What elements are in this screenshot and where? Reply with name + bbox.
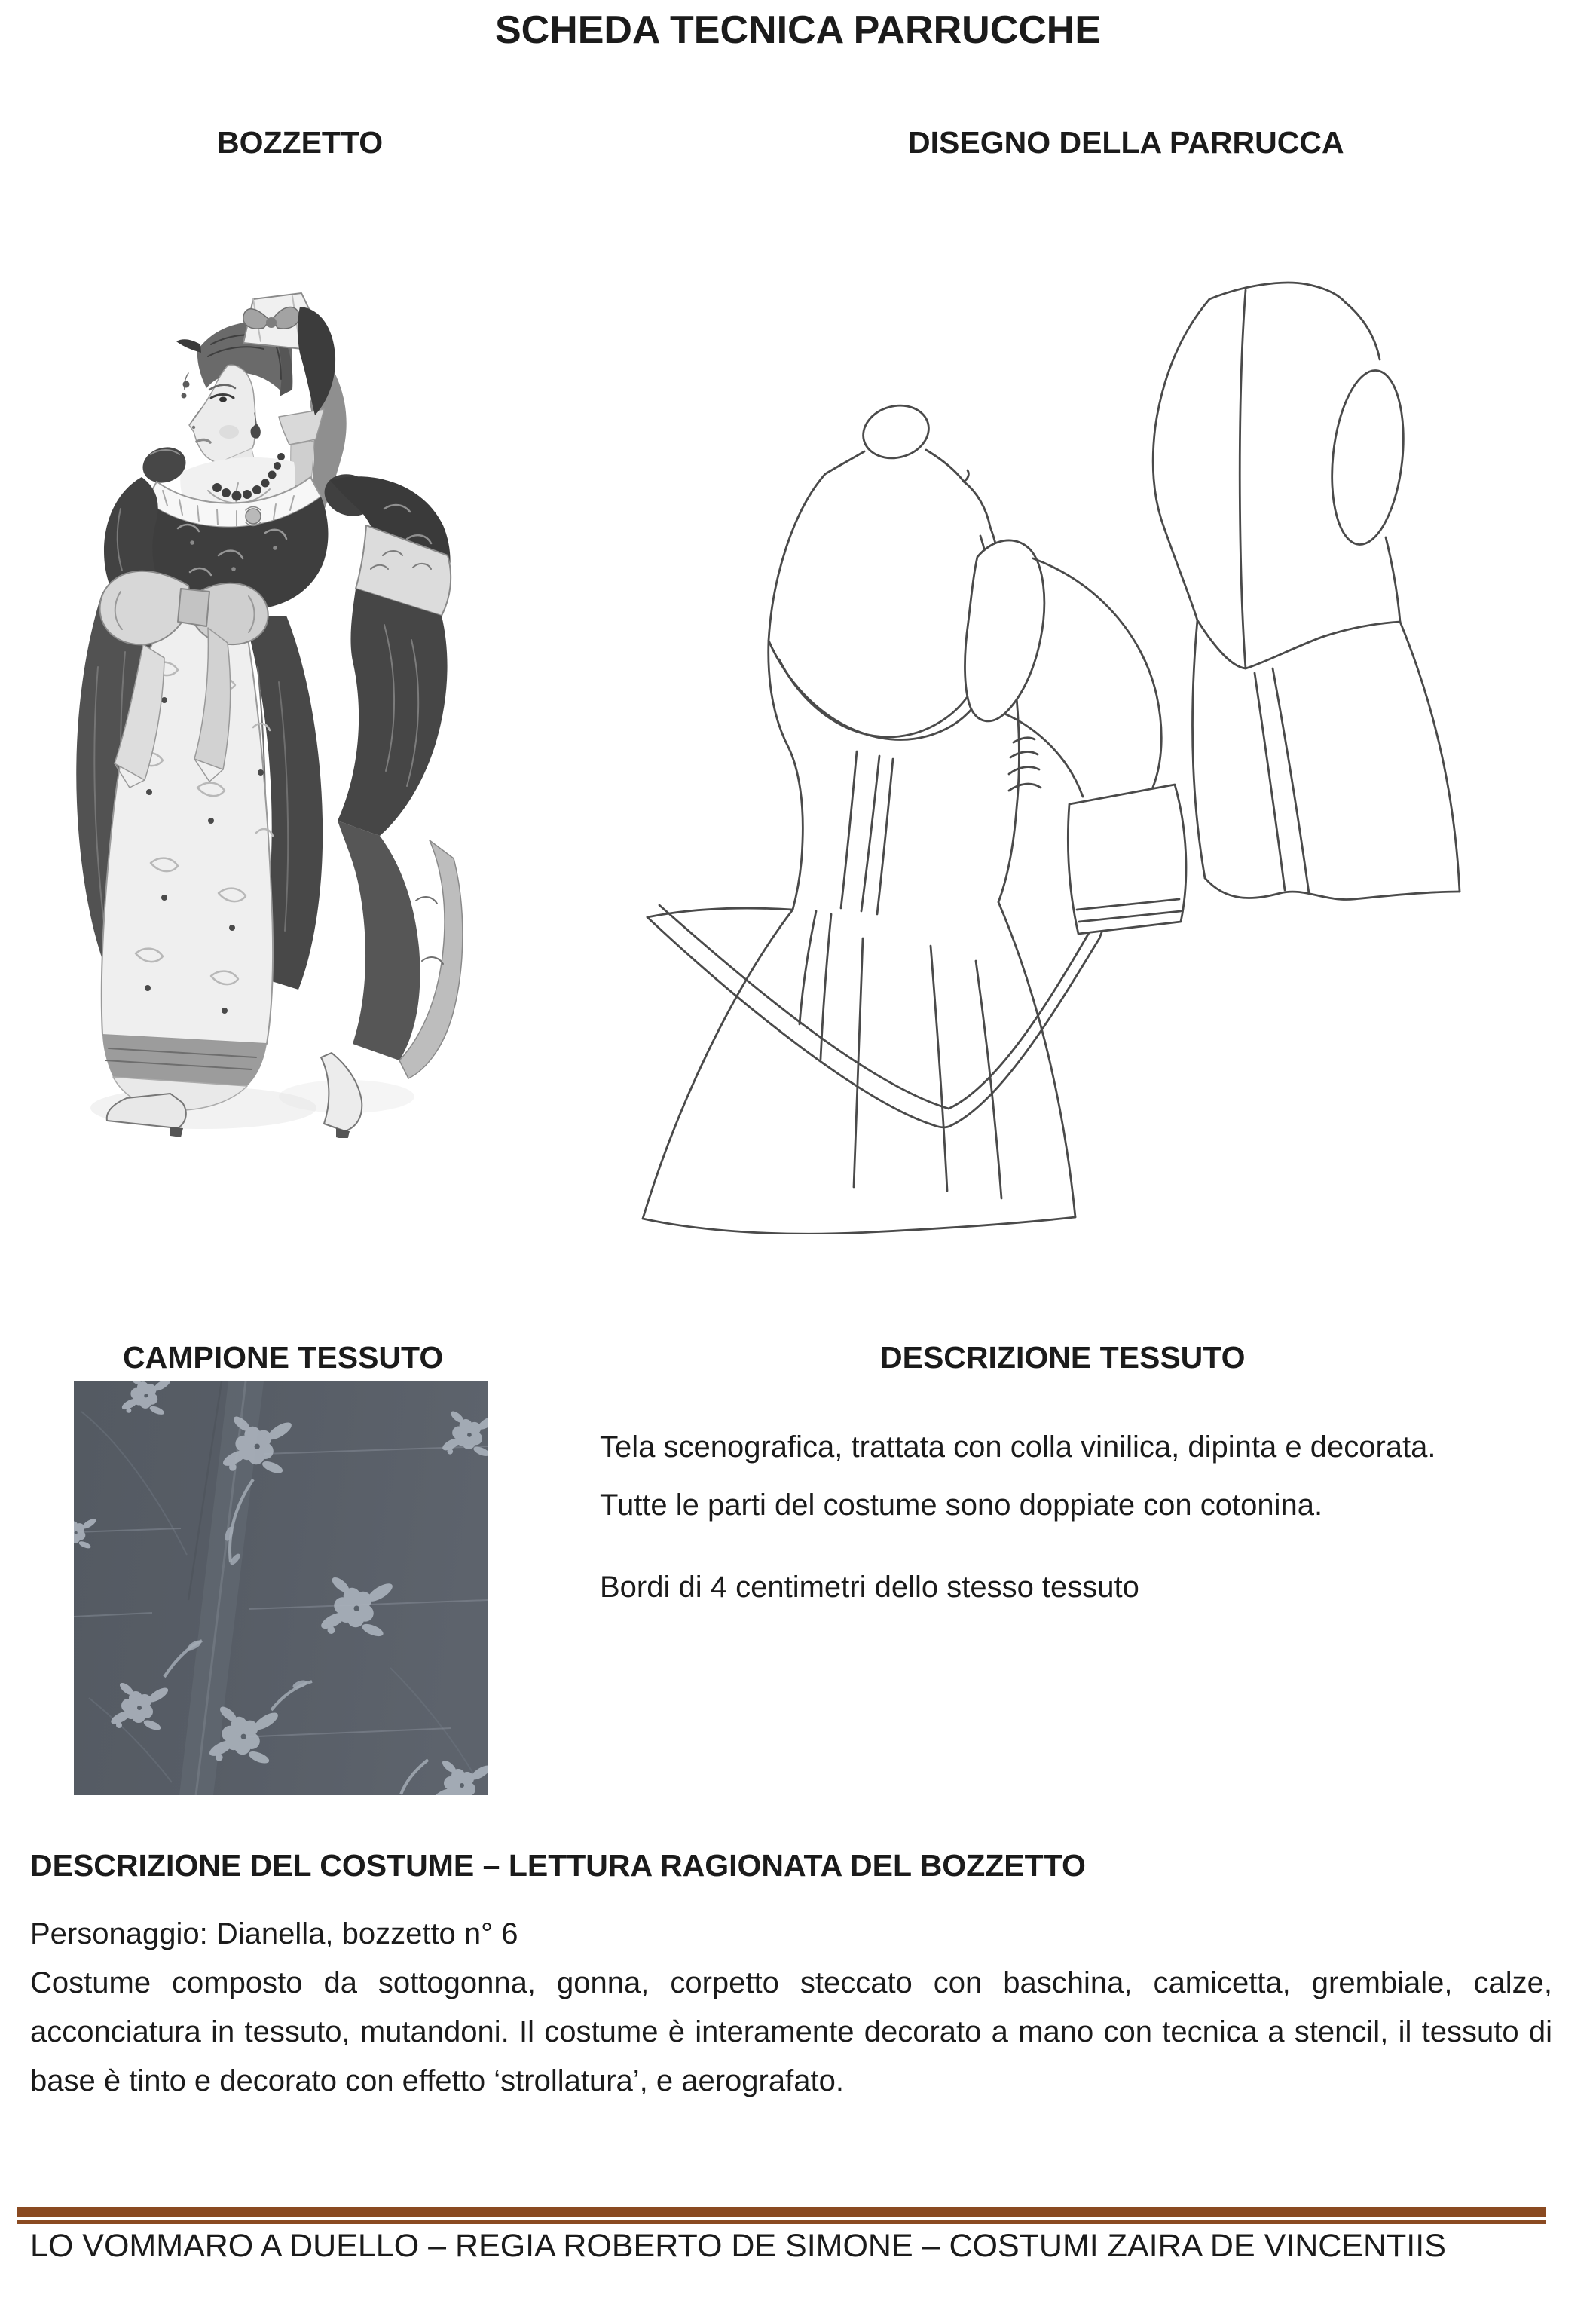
dress-line-drawing-image [614, 260, 1469, 1234]
costume-description [30, 1910, 1552, 2106]
page-title: SCHEDA TECNICA PARRUCCHE [494, 8, 1102, 52]
footer-rule-thin [17, 2220, 1546, 2224]
heading-disegno-parrucca: DISEGNO DELLA PARRUCCA [908, 125, 1344, 160]
costume-sketch-image [30, 260, 488, 1138]
heading-descrizione-tessuto: DESCRIZIONE TESSUTO [880, 1340, 1246, 1375]
heading-descrizione-costume: DESCRIZIONE DEL COSTUME – LETTURA RAGIONATA DEL BOZZETTO [30, 1848, 1086, 1883]
footer-rule-thick [17, 2207, 1546, 2217]
fabric-description-line3: Bordi di 4 centimetri dello stesso tessuto [600, 1571, 1139, 1604]
fabric-description-line1: Tela scenografica, trattata con colla vinilica, dipinta e decorata. [600, 1430, 1436, 1464]
costume-description-paragraph: Costume composto da sottogonna, gonna, corpetto steccato con baschina, camicetta, grembiale, calze, acconciatura in tessuto, mutandoni. Il costume è interamente decorato a mano con tecnica a stencil, il tessuto di base è tinto e decorato con effetto ‘strollatura’, e aerografato. [30, 1966, 1552, 2097]
fabric-swatch-image [74, 1381, 488, 1795]
fabric-description-line2: Tutte le parti del costume sono doppiate con cotonina. [600, 1488, 1323, 1522]
heading-campione-tessuto: CAMPIONE TESSUTO [123, 1340, 444, 1375]
fabric-description [600, 1418, 1527, 1617]
heading-bozzetto: BOZZETTO [217, 125, 384, 160]
footer-credits: LO VOMMARO A DUELLO – REGIA ROBERTO DE SIMONE – COSTUMI ZAIRA DE VINCENTIIS [30, 2228, 1446, 2264]
costume-character-line: Personaggio: Dianella, bozzetto n° 6 [30, 1917, 518, 1950]
